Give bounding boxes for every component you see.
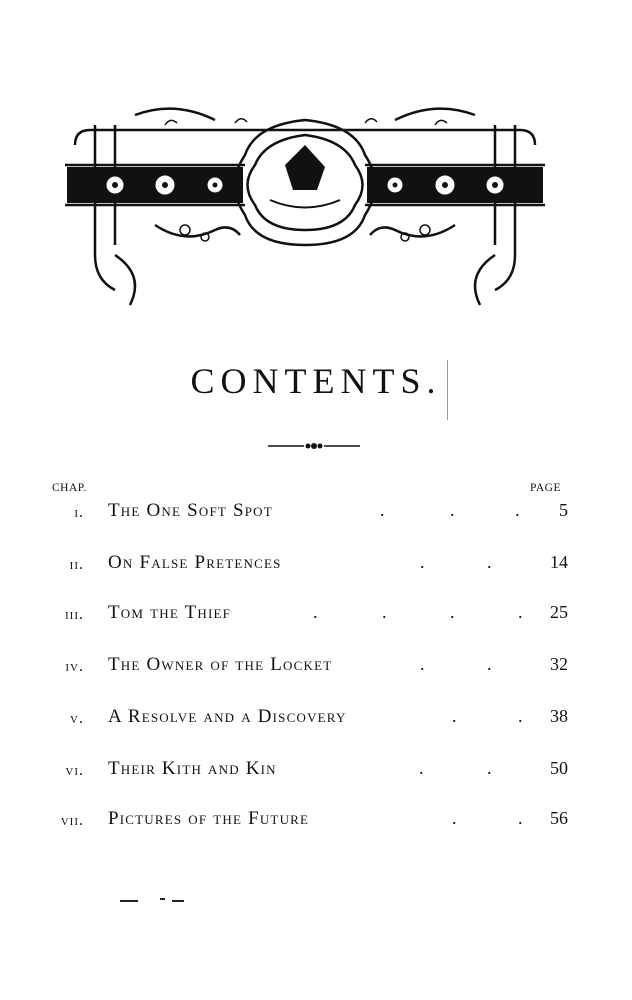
print-speck	[160, 898, 165, 900]
toc-row-6[interactable]	[0, 758, 632, 788]
toc-row-1[interactable]	[0, 500, 632, 530]
chapter-number: i.	[74, 504, 84, 521]
chapter-title: A Resolve and a Discovery	[108, 706, 347, 727]
print-speck	[120, 900, 138, 902]
print-speck	[172, 900, 184, 902]
toc-row-3[interactable]	[0, 602, 632, 632]
leader-dots: . .	[420, 552, 492, 572]
chapter-title: Their Kith and Kin	[108, 758, 277, 779]
chapter-number: iii.	[65, 606, 84, 623]
chapter-number: ii.	[69, 556, 84, 573]
leader-dots: . .	[452, 808, 523, 828]
page-column-header: PAGE	[530, 482, 561, 494]
chapter-title: The Owner of the Locket	[108, 654, 333, 675]
page-number: 32	[550, 654, 568, 674]
page-number: 50	[550, 758, 568, 778]
contents-heading: CONTENTS.	[190, 361, 442, 401]
page-number: 5	[559, 500, 568, 520]
chapter-number: iv.	[65, 658, 84, 675]
chap-column-header: CHAP.	[52, 482, 87, 494]
page-number: 38	[550, 706, 568, 726]
page-number: 56	[550, 808, 568, 828]
toc-row-4[interactable]	[0, 654, 632, 684]
toc-row-2[interactable]	[0, 552, 632, 582]
print-speck	[447, 360, 448, 420]
chapter-title: The One Soft Spot	[108, 500, 273, 521]
leader-dots: . .	[420, 654, 492, 674]
chapter-number: vii.	[60, 812, 84, 829]
chapter-title: On False Pretences	[108, 552, 282, 573]
leader-dots: . . .	[380, 500, 520, 520]
leader-dots: . . . .	[313, 602, 523, 622]
title-divider-rule	[268, 440, 360, 452]
leader-dots: . .	[419, 758, 492, 778]
chapter-title: Pictures of the Future	[108, 808, 310, 829]
toc-row-7[interactable]	[0, 808, 632, 838]
toc-row-5[interactable]	[0, 706, 632, 736]
floral-headpiece-ornament	[55, 105, 555, 315]
chapter-number: vi.	[65, 762, 84, 779]
page-number: 14	[550, 552, 568, 572]
page-number: 25	[550, 602, 568, 622]
leader-dots: . .	[452, 706, 523, 726]
chapter-number: v.	[70, 710, 84, 727]
chapter-title: Tom the Thief	[108, 602, 232, 623]
